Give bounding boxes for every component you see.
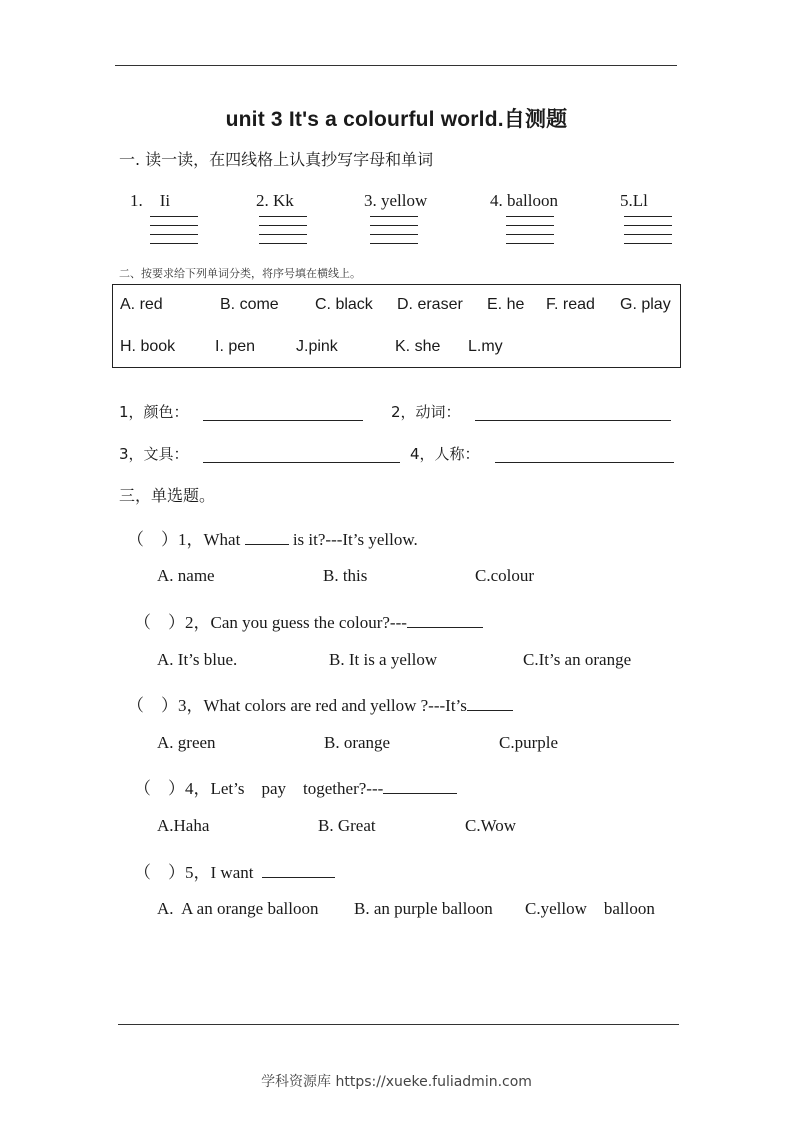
q2-option-b: B. It is a yellow (329, 650, 438, 669)
q4-option-a: A.Haha (157, 816, 210, 835)
copy-item-5: 5.Ll (620, 191, 648, 210)
option-i: I. pen (215, 338, 256, 355)
question-1-stem-end: is it?---It’s yellow. (288, 530, 418, 549)
question-1-blank[interactable] (245, 528, 289, 545)
fill-label-colour: 1，颜色： (119, 403, 189, 421)
option-d: D. eraser (397, 296, 463, 313)
question-1 (127, 525, 418, 550)
section2-heading: 二、按要求给下列单词分类，将序号填在横线上。 (119, 267, 361, 280)
q2-option-a: A. It’s blue. (157, 650, 238, 669)
fill-blank-verb[interactable] (475, 420, 671, 421)
q3-option-b: B. orange (324, 733, 391, 752)
option-c: C. black (315, 296, 373, 313)
option-a: A. red (120, 296, 163, 313)
q2-option-c: C.It’s an orange (523, 650, 632, 669)
option-k: K. she (395, 338, 441, 355)
fill-blank-colour[interactable] (203, 420, 363, 421)
fill-label-stationery: 3，文具： (119, 445, 189, 463)
q5-option-b: B. an purple balloon (354, 899, 493, 918)
q4-option-b: B. Great (318, 816, 376, 835)
four-line-grid-4[interactable] (506, 216, 554, 250)
footer-rule (118, 1024, 679, 1025)
option-h: H. book (120, 338, 176, 355)
four-line-grid-3[interactable] (370, 216, 418, 250)
section3-heading: 三，单选题。 (119, 486, 216, 505)
option-f: F. read (546, 296, 595, 313)
q3-option-c: C.purple (499, 733, 559, 752)
fill-blank-stationery[interactable] (203, 462, 400, 463)
question-2-stem: （ ）2，Can you guess the colour?--- (134, 613, 407, 632)
page-title: unit 3 It's a colourful world.自测题 (225, 108, 568, 131)
question-5-stem: （ ）5，I want (134, 863, 262, 882)
question-4-stem: （ ）4，Let’s pay together?--- (134, 779, 384, 798)
fill-label-verb: 2，动词： (391, 403, 461, 421)
header-rule (115, 65, 677, 66)
question-5-blank[interactable] (262, 861, 335, 878)
copy-item-4: 4. balloon (490, 191, 558, 210)
question-5 (134, 858, 335, 883)
question-4-blank[interactable] (383, 777, 457, 794)
q5-option-a: A. A an orange balloon (157, 899, 319, 918)
question-3-stem: （ ）3，What colors are red and yellow ?---It’s (127, 696, 467, 715)
question-3-blank[interactable] (467, 694, 513, 711)
question-1-stem: （ ）1，What (127, 530, 245, 549)
fill-blank-pronoun[interactable] (495, 462, 674, 463)
copy-item-2: 2. Kk (256, 191, 294, 210)
question-2-blank[interactable] (407, 611, 483, 628)
question-2 (134, 608, 483, 633)
copy-item-1: 1. Ii (130, 191, 171, 210)
q3-option-a: A. green (157, 733, 216, 752)
option-l: L.my (468, 338, 503, 355)
fill-label-pronoun: 4，人称： (410, 445, 480, 463)
question-4 (134, 774, 457, 799)
four-line-grid-1[interactable] (150, 216, 198, 250)
q4-option-c: C.Wow (465, 816, 517, 835)
q1-option-b: B. this (323, 566, 368, 585)
option-e: E. he (487, 296, 525, 313)
copy-item-3: 3. yellow (364, 191, 428, 210)
q1-option-a: A. name (157, 566, 215, 585)
q5-option-c: C.yellow balloon (525, 899, 655, 918)
option-j: J.pink (296, 338, 338, 355)
option-b: B. come (220, 296, 279, 313)
footer-text: 学科资源库 https://xueke.fuliadmin.com (261, 1074, 532, 1090)
four-line-grid-2[interactable] (259, 216, 307, 250)
q1-option-c: C.colour (475, 566, 535, 585)
question-3 (127, 691, 513, 716)
four-line-grid-5[interactable] (624, 216, 672, 250)
section1-heading: 一. 读一读，在四线格上认真抄写字母和单词 (119, 150, 434, 169)
option-g: G. play (620, 296, 671, 313)
